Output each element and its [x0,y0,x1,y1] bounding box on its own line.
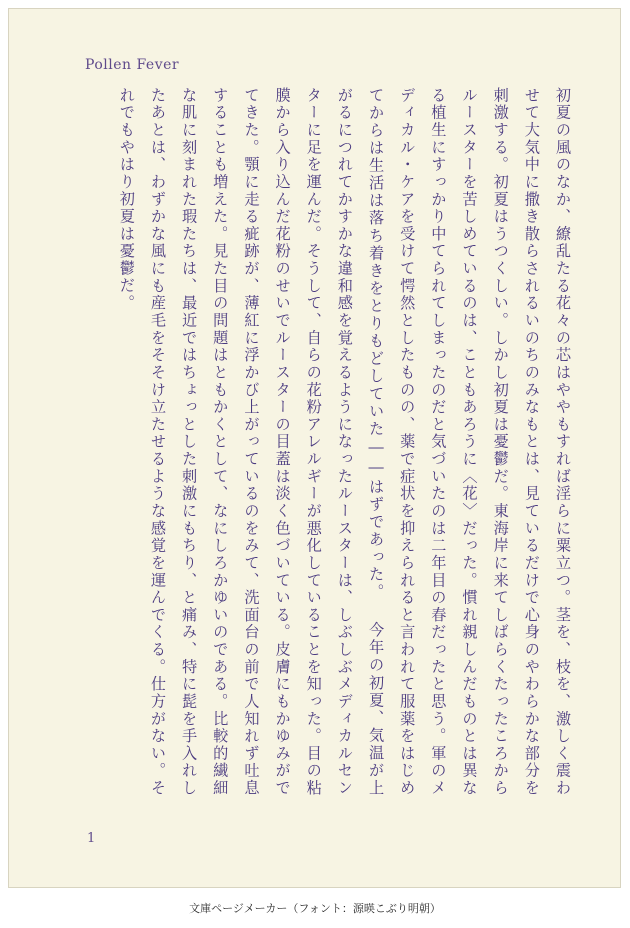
footer-credit: 文庫ページメーカー（フォント：源暎こぶり明朝） [189,902,441,915]
document-page [8,8,621,888]
page-title: Pollen Fever [85,57,180,73]
page-number: 1 [87,831,96,846]
document-body-text: 初夏の風のなか、繚乱たる花々の芯はややもすれば淫らに粟立つ。茎を、枝を、激しく震わせて大気中に撒き散らされるいのちのみなもとは、見ているだけで心身のやわらかな部分を刺激する。初夏はうつくしい。しかし初夏は憂鬱だ。東海岸に来てしばらくたったころからルースターを苦しめているのは、こともあろうに〈花〉だった。慣れ親しんだものとは異なる植生にすっかり中てられてしまったのだと気づいたのは二年目の春だったと思う。軍のメディカル・ケアを受けて愕然としたものの、薬で症状を抑えられると言われて服薬をはじめてからは生活は落ち着きをとりもどしていた――はずであった。 今年の初夏、気温が上がるにつれてかすかな違和感を覚えるようになったルースターは、しぶしぶメディカルセンターに足を運んだ。そうして、自らの花粉アレルギーが悪化していることを知った。目の粘膜から入り込んだ花粉のせいでルースターの目蓋は淡く色づいている。皮膚にもかゆみがでてきた。顎に走る疵跡が、薄紅に浮かび上がっているのをみて、洗面台の前で人知れず吐息することも増えた。見た目の問題はともかくとして、なにしろかゆいのである。比較的繊細な肌に刻まれた瑕たちは、最近ではちょっとした刺激にもちり、と痛み、特に髭を手入れしたあとは、わずかな風にも産毛をそそけ立たせるような感覚を運んでくる。仕方がない。それでもやはり初夏は憂鬱だ。 [117,87,572,797]
